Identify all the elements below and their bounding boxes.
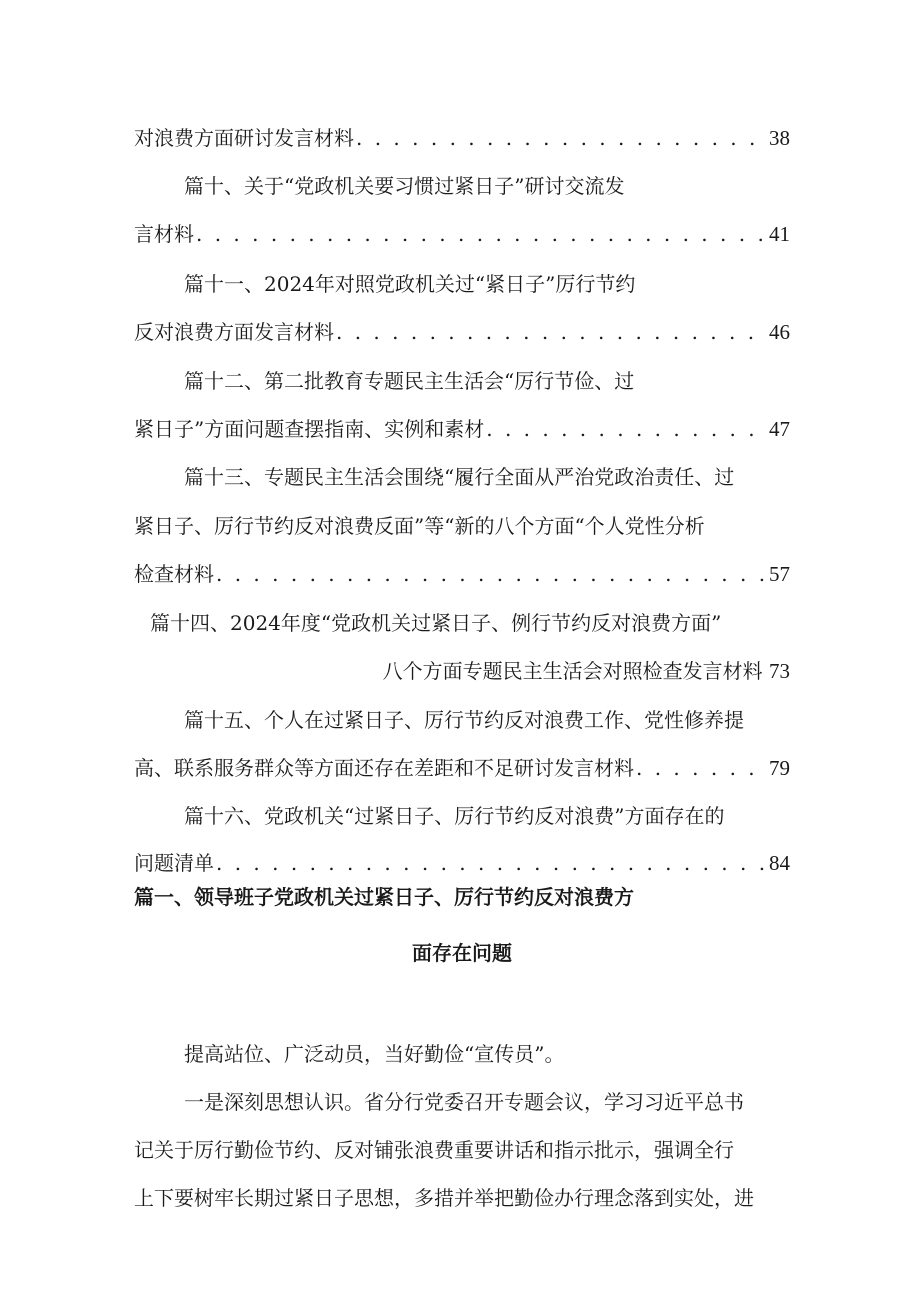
- toc-entry-15-text: 高、联系服务群众等方面还存在差距和不足研讨发言材料: [134, 756, 634, 780]
- body-paragraph-1: 提高站位、广泛动员，当好勤俭“宣传员”。: [184, 1042, 565, 1066]
- toc-entry-14-line1: 篇十四、2024年度“党政机关过紧日子、例行节约反对浪费方面”: [150, 611, 722, 635]
- toc-entry-11-line[interactable]: [134, 312, 790, 352]
- toc-page-number: 73: [769, 659, 790, 683]
- toc-entry-13-line2: 紧日子、厉行节约反对浪费反面”等“新的八个方面“个人党性分析: [134, 514, 705, 538]
- toc-page-number: 57: [769, 562, 790, 586]
- toc-entry-12-text: 紧日子”方面问题查摆指南、实例和素材: [134, 417, 485, 441]
- article-title-line1: 篇一、领导班子党政机关过紧日子、厉行节约反对浪费方: [134, 885, 634, 909]
- toc-entry-12-line1: 篇十二、第二批教育专题民主生活会“厉行节俭、过: [184, 369, 635, 393]
- toc-leader: [486, 409, 767, 449]
- toc-entry-15-line[interactable]: [134, 748, 790, 788]
- body-paragraph-2-line1: 一是深刻思想认识。省分行党委召开专题会议，学习习近平总书: [184, 1090, 744, 1114]
- toc-entry-16-text: 问题清单: [134, 851, 214, 875]
- toc-entry-14-line[interactable]: [134, 651, 790, 691]
- toc-page-number: 84: [769, 851, 790, 875]
- body-paragraph-2-line2: 记关于厉行勤俭节约、反对铺张浪费重要讲话和指示批示，强调全行: [134, 1138, 734, 1162]
- toc-leader: [196, 214, 767, 254]
- toc-entry-13-line1: 篇十三、专题民主生活会围绕“履行全面从严治党政治责任、过: [184, 465, 735, 489]
- toc-page-number: 79: [769, 756, 790, 780]
- toc-entry-9-text: 对浪费方面研讨发言材料: [134, 126, 354, 150]
- toc-leader: [216, 554, 767, 594]
- toc-entry-15-line1: 篇十五、个人在过紧日子、厉行节约反对浪费工作、党性修养提: [184, 708, 744, 732]
- toc-leader: [336, 312, 767, 352]
- body-paragraph-2-line3: 上下要树牢长期过紧日子思想，多措并举把勤俭办行理念落到实处，进: [134, 1186, 754, 1210]
- toc-page-number: 41: [769, 222, 790, 246]
- toc-entry-13-line[interactable]: [134, 554, 790, 594]
- toc-leader: [356, 118, 767, 158]
- toc-entry-11-text: 反对浪费方面发言材料: [134, 320, 334, 344]
- toc-page-number: 47: [769, 417, 790, 441]
- toc-entry-11-line1: 篇十一、2024年对照党政机关过“紧日子”厉行节约: [184, 272, 636, 296]
- toc-entry-10-line1: 篇十、关于“党政机关要习惯过紧日子”研讨交流发: [184, 174, 625, 198]
- toc-entry-10-line[interactable]: [134, 214, 790, 254]
- toc-entry-16-line1: 篇十六、党政机关“过紧日子、厉行节约反对浪费”方面存在的: [184, 804, 725, 828]
- toc-page-number: 38: [769, 126, 790, 150]
- toc-leader: [636, 748, 767, 788]
- toc-entry-14-text: 八个方面专题民主生活会对照检查发言材料: [382, 659, 763, 683]
- article-title-line2: 面存在问题: [412, 941, 512, 965]
- toc-entry-13-text: 检查材料: [134, 562, 214, 586]
- toc-entry-9-line[interactable]: [134, 118, 790, 158]
- toc-entry-12-line[interactable]: [134, 409, 790, 449]
- toc-page-number: 46: [769, 320, 790, 344]
- toc-entry-10-text: 言材料: [134, 222, 194, 246]
